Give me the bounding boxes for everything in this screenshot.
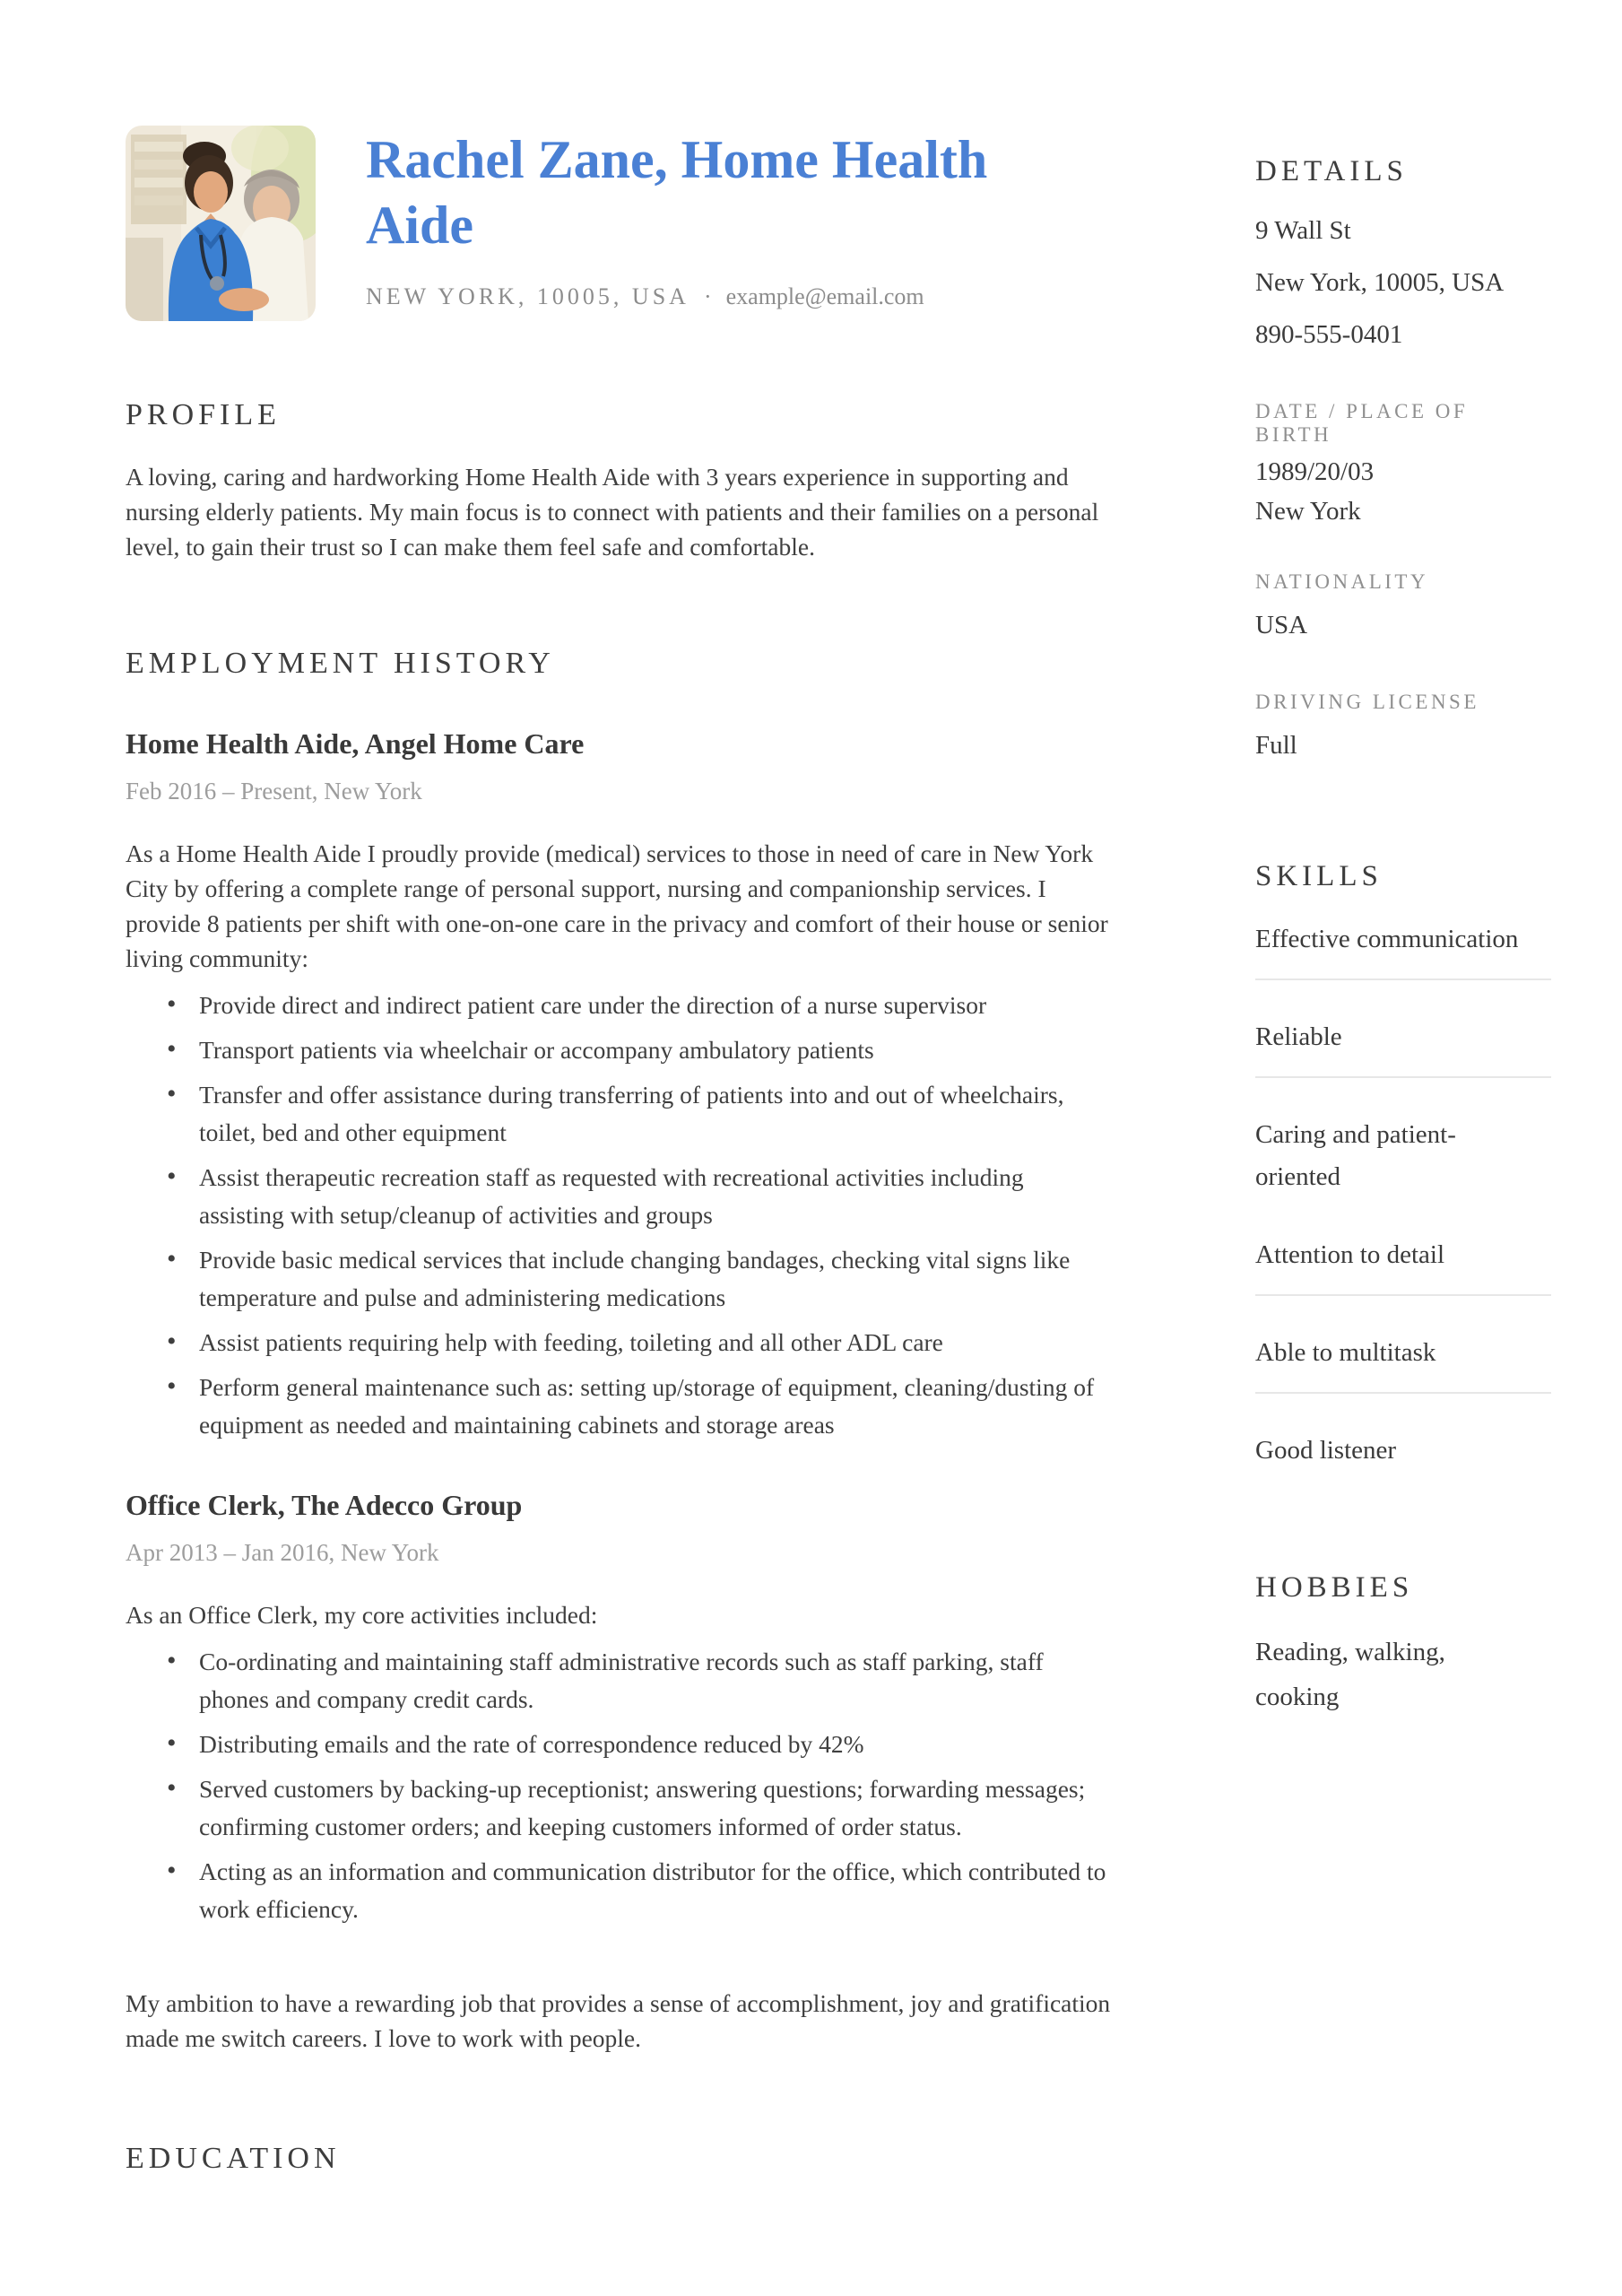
skill-divider	[1255, 978, 1551, 980]
hobbies-section	[1255, 1569, 1551, 1719]
phone-number: 890-555-0401	[1255, 320, 1403, 349]
skill-label: Caring and patient-oriented	[1255, 1120, 1456, 1191]
skill-divider	[1255, 1294, 1551, 1296]
profile-heading: PROFILE	[126, 398, 281, 431]
job-title: Home Health Aide, Angel Home Care	[126, 727, 585, 760]
job-dates: Feb 2016 – Present, New York	[126, 778, 422, 804]
job-bullet: • Transport patients via wheelchair or accompany ambulatory patients	[126, 1031, 1112, 1069]
profile-photo	[126, 126, 316, 321]
job-intro: As a Home Health Aide I proudly provide (medical) services to those in need of care in New York City by offering a complete range of personal support, nursing and companionship services. I provide 8 patients per shift with one-on-one care in the privacy and comfort of their house or senior living community:	[126, 839, 1108, 972]
license-subsection	[1255, 691, 1551, 771]
job-bullet: • Distributing emails and the rate of correspondence reduced by 42%	[126, 1726, 1112, 1763]
job-dates: Apr 2013 – Jan 2016, New York	[126, 1539, 439, 1566]
resume-header	[126, 126, 1112, 321]
job-bullet: • Perform general maintenance such as: setting up/storage of equipment, cleaning/dusting of equipment as needed and maintaining cabinets and storage areas	[126, 1369, 1112, 1444]
profile-text: A loving, caring and hardworking Home Health Aide with 3 years experience in supporting and nursing elderly patients. My main focus is to connect with patients and their families on a personal level, to gain their trust so I can make them feel safe and comfortable.	[126, 463, 1099, 561]
job-outro: My ambition to have a rewarding job that provides a sense of accomplishment, joy and gratification made me switch careers. I love to work with people.	[126, 1989, 1111, 2052]
education-heading: EDUCATION	[126, 2142, 341, 2175]
job-bullet-list	[126, 987, 1112, 1444]
details-section	[1255, 152, 1551, 771]
name-title: Rachel Zane, Home Health Aide	[366, 130, 988, 255]
skill-item	[1255, 1016, 1551, 1078]
license-label: DRIVING LICENSE	[1255, 691, 1479, 713]
nationality-subsection	[1255, 570, 1551, 651]
job-bullet-list	[126, 1643, 1112, 1928]
job-bullet: • Acting as an information and communication distributor for the office, which contributed to work efficiency.	[126, 1853, 1112, 1928]
job-intro: As an Office Clerk, my core activities included:	[126, 1601, 598, 1629]
profile-photo-illustration	[126, 126, 316, 321]
birth-label: DATE / PLACE OF BIRTH	[1255, 400, 1469, 446]
employment-heading: EMPLOYMENT HISTORY	[126, 647, 555, 680]
header-text-block	[366, 126, 1011, 310]
skill-label: Attention to detail	[1255, 1240, 1445, 1269]
job-entry-office-clerk	[126, 1487, 1112, 2056]
skill-divider	[1255, 1392, 1551, 1394]
job-bullet: • Served customers by backing-up receptionist; answering questions; forwarding messages; confirming customer orders; and keeping customers informed of order status.	[126, 1770, 1112, 1846]
location-text: NEW YORK, 10005, USA	[366, 283, 690, 309]
nationality-value: USA	[1255, 611, 1308, 639]
birth-date: 1989/20/03	[1255, 457, 1375, 486]
hobbies-text: Reading, walking, cooking	[1255, 1638, 1445, 1711]
education-section	[126, 2140, 1112, 2178]
skill-item	[1255, 1114, 1551, 1198]
job-bullet: • Assist patients requiring help with feeding, toileting and all other ADL care	[126, 1324, 1112, 1361]
skill-item	[1255, 1332, 1551, 1394]
address-line2: New York, 10005, USA	[1255, 268, 1505, 297]
job-bullet: • Transfer and offer assistance during transferring of patients into and out of wheelchairs, toilet, bed and other equipment	[126, 1076, 1112, 1152]
hobbies-heading: HOBBIES	[1255, 1571, 1414, 1604]
sidebar	[1255, 126, 1551, 2296]
contact-line	[366, 283, 1011, 310]
skill-item	[1255, 918, 1551, 980]
employment-section	[126, 645, 1112, 2056]
profile-section	[126, 396, 1112, 564]
birth-subsection	[1255, 400, 1551, 531]
skill-item	[1255, 1430, 1551, 1472]
skill-divider	[1255, 1076, 1551, 1078]
main-column	[126, 126, 1112, 2296]
job-entry-home-health-aide	[126, 726, 1112, 1444]
details-heading: DETAILS	[1255, 155, 1408, 187]
skill-label: Effective communication	[1255, 925, 1519, 953]
skills-heading: SKILLS	[1255, 860, 1383, 892]
contact-separator: ·	[703, 283, 712, 309]
job-bullet: • Co-ordinating and maintaining staff administrative records such as staff parking, staff phones and company credit cards.	[126, 1643, 1112, 1718]
skill-label: Good listener	[1255, 1436, 1397, 1465]
skill-label: Reliable	[1255, 1022, 1342, 1051]
job-bullet: • Provide basic medical services that include changing bandages, checking vital signs like temperature and pulse and administering medications	[126, 1241, 1112, 1317]
job-bullet: • Provide direct and indirect patient care under the direction of a nurse supervisor	[126, 987, 1112, 1024]
license-value: Full	[1255, 731, 1297, 760]
job-title: Office Clerk, The Adecco Group	[126, 1489, 523, 1521]
email-link[interactable]: example@email.com	[725, 283, 924, 309]
skill-item	[1255, 1234, 1551, 1296]
job-bullet: • Assist therapeutic recreation staff as requested with recreational activities including assisting with setup/cleanup of activities and groups	[126, 1159, 1112, 1234]
skills-section	[1255, 857, 1551, 1472]
nationality-label: NATIONALITY	[1255, 570, 1429, 593]
skill-label: Able to multitask	[1255, 1338, 1436, 1367]
address-line1: 9 Wall St	[1255, 216, 1351, 245]
birth-place: New York	[1255, 497, 1361, 526]
